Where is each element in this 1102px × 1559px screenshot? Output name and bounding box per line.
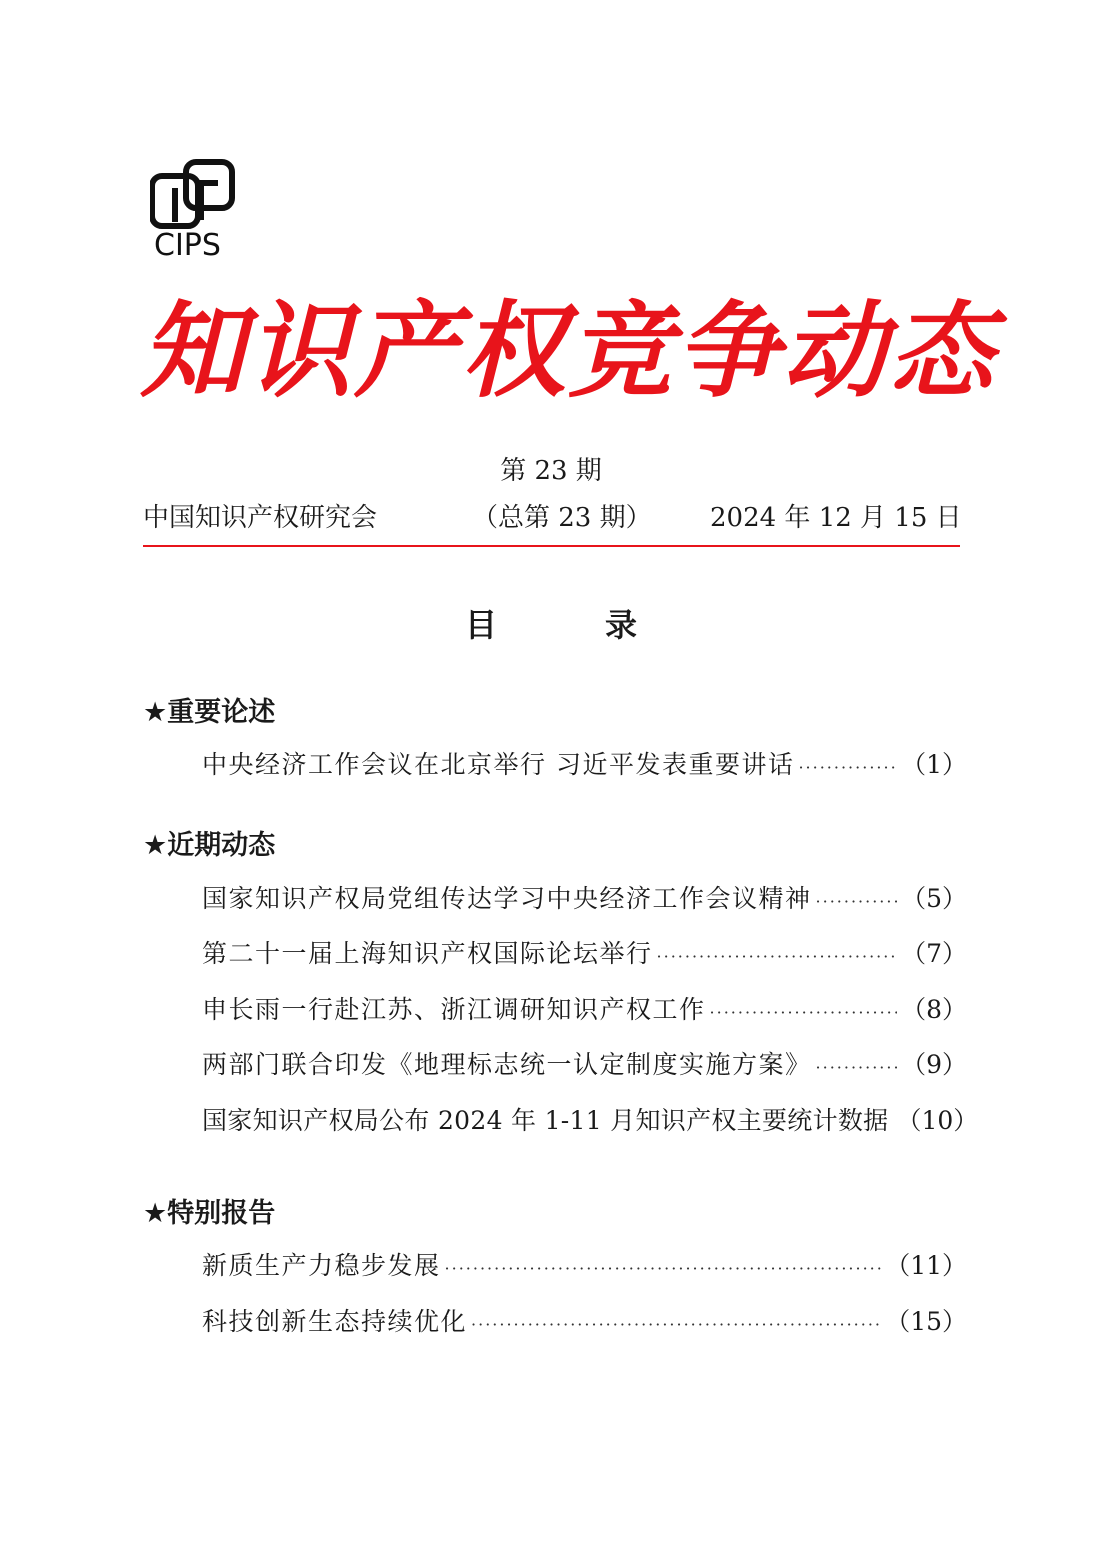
section-heading-recent: ★近期动态 [143,830,276,861]
toc-title [0,600,1102,646]
toc-entry[interactable] [202,1101,979,1137]
toc-entry-page: （1） [901,750,967,779]
toc-entry-title: 国家知识产权局公布 2024 年 1-11 月知识产权主要统计数据 [202,1106,889,1135]
header-divider [143,545,960,547]
toc-entry[interactable] [202,1246,967,1282]
cips-logo [150,158,240,268]
section-heading-special: ★特别报告 [143,1198,276,1229]
leader-dots [445,1259,882,1278]
toc-entry-page: （9） [901,1050,967,1079]
toc-entry-page: （10） [896,1106,979,1135]
toc-entry[interactable] [202,1302,967,1338]
toc-entry[interactable] [202,990,967,1026]
leader-dots [710,1003,898,1022]
toc-title-left: 目 [464,606,497,644]
leader-dots [471,1315,881,1334]
toc-entry-title: 科技创新生态持续优化 [202,1307,468,1336]
toc-entry-title: 两部门联合印发《地理标志统一认定制度实施方案》 [202,1050,812,1079]
toc-entry-title: 第二十一届上海知识产权国际论坛举行 [202,939,653,968]
leader-dots [798,758,897,777]
toc-entry-page: （7） [901,939,967,968]
toc-entry[interactable] [202,934,967,970]
toc-entry-title: 中央经济工作会议在北京举行 习近平发表重要讲话 [202,750,795,779]
toc-entry-page: （8） [901,995,967,1024]
logo-text: CIPS [154,228,221,263]
toc-entry-page: （11） [885,1251,967,1280]
toc-entry-title: 申长雨一行赴江苏、浙江调研知识产权工作 [202,995,706,1024]
section-heading-important: ★重要论述 [143,697,276,728]
leader-dots [816,892,898,911]
leader-dots [816,1058,898,1077]
total-issue: （总第 23 期） [472,503,652,533]
toc-entry-page: （15） [885,1307,967,1336]
publisher-org: 中国知识产权研究会 [143,503,378,533]
cips-emblem-icon [150,158,236,230]
issue-number: 第 23 期 [500,456,602,486]
toc-entry-title: 新质生产力稳步发展 [202,1251,441,1280]
toc-title-right: 录 [605,606,638,644]
masthead-title: 知识产权竞争动态 [140,289,997,412]
publish-date: 2024 年 12 月 15 日 [710,503,962,533]
toc-entry[interactable] [202,879,967,915]
leader-dots [657,947,898,966]
toc-entry-page: （5） [901,884,967,913]
toc-entry[interactable] [202,1045,967,1081]
toc-entry[interactable] [202,745,967,781]
toc-entry-title: 国家知识产权局党组传达学习中央经济工作会议精神 [202,884,812,913]
